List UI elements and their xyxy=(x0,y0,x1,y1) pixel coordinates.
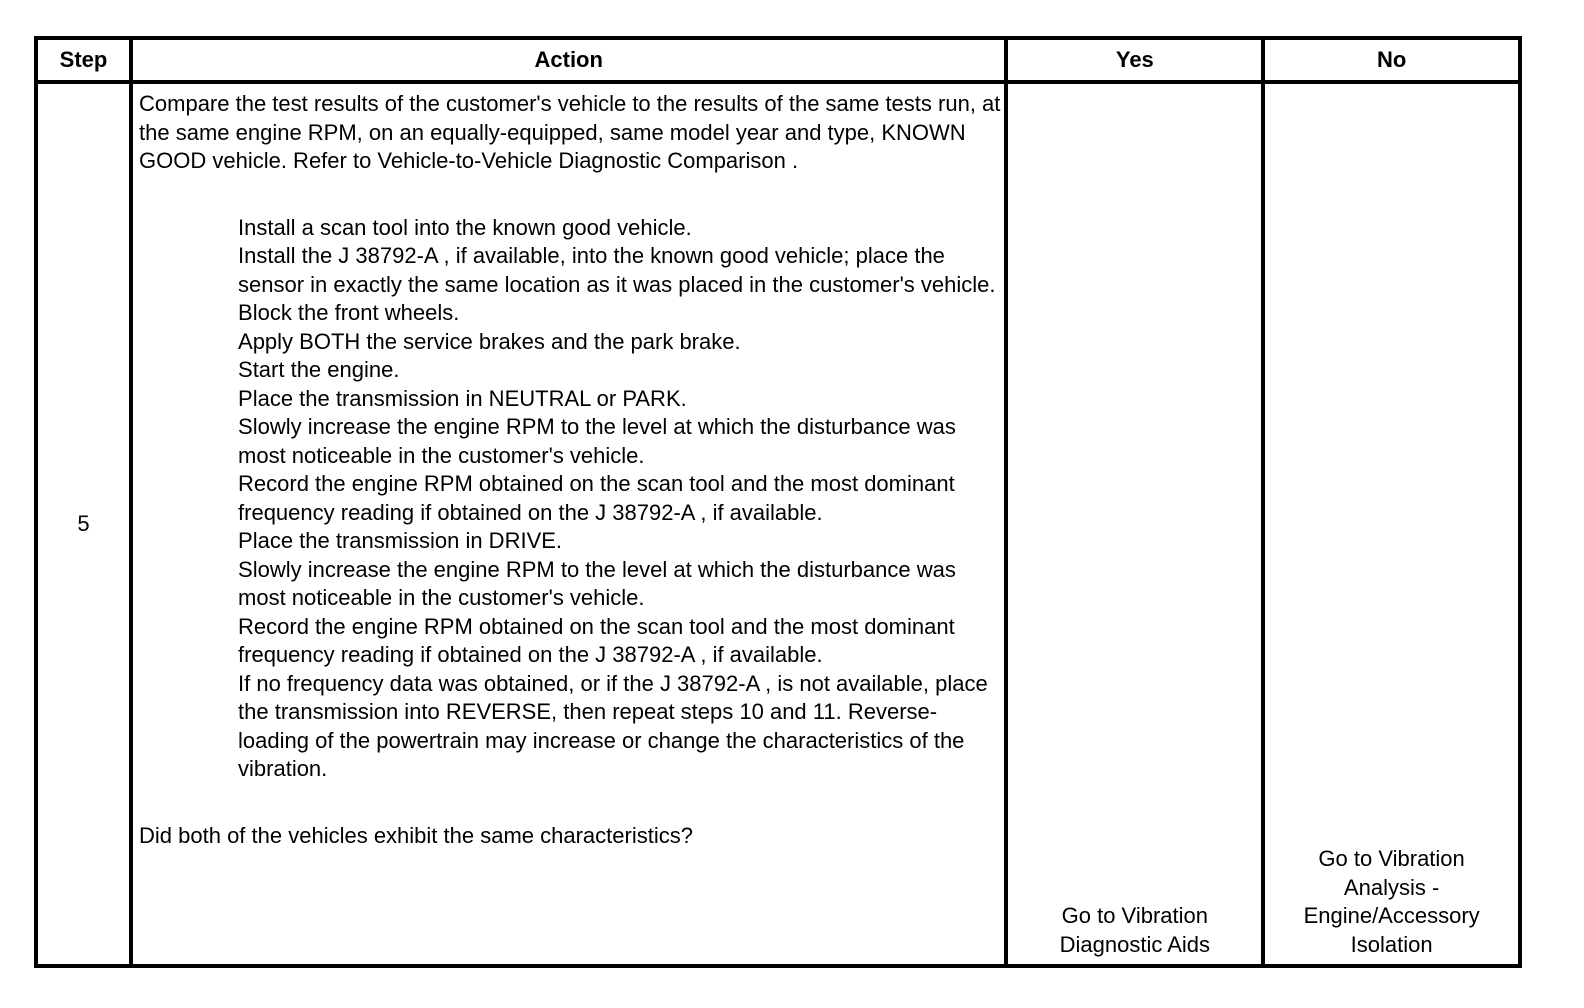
action-step: Record the engine RPM obtained on the scan tool and the most dominant frequency reading if obtained on the J 38792-A , if available. xyxy=(238,471,955,525)
action-step: Install the J 38792-A , if available, into the known good vehicle; place the sensor in exactly the same location as it was placed in the customer's vehicle. xyxy=(238,243,996,297)
action-step: Slowly increase the engine RPM to the level at which the disturbance was most noticeable in the customer's vehicle. xyxy=(238,414,956,468)
action-step: Record the engine RPM obtained on the scan tool and the most dominant frequency reading if obtained on the J 38792-A , if available. xyxy=(238,613,955,667)
header-action: Action xyxy=(131,38,1006,82)
table-row xyxy=(36,82,1520,966)
action-step: Place the transmission in DRIVE. xyxy=(238,528,563,553)
action-step: If no frequency data was obtained, or if the J 38792-A , is not available, place the transmission into REVERSE, then repeat steps 10 and 11. Reverse-loading of the powertrain may increase or change the characteristics of the vibration. xyxy=(238,670,988,781)
no-result-link[interactable]: Go to Vibration Analysis - Engine/Accessory Isolation xyxy=(1303,846,1480,957)
step-number: 5 xyxy=(36,82,131,966)
action-intro: Compare the test results of the customer's vehicle to the results of the same tests run, at the same engine RPM, on an equally-equipped, same model year and type, KNOWN GOOD vehicle. Refer to Vehicle-to-Vehicle Diagnostic Comparison . xyxy=(139,91,1001,173)
action-cell xyxy=(131,82,1006,966)
yes-cell xyxy=(1006,82,1263,966)
action-question: Did both of the vehicles exhibit the same characteristics? xyxy=(139,822,693,848)
header-row xyxy=(36,38,1520,82)
action-step: Start the engine. xyxy=(238,357,400,382)
header-yes: Yes xyxy=(1006,38,1263,82)
action-step: Slowly increase the engine RPM to the level at which the disturbance was most noticeable in the customer's vehicle. xyxy=(238,556,956,610)
action-step: Apply BOTH the service brakes and the park brake. xyxy=(238,328,741,354)
action-step: Block the front wheels. xyxy=(238,300,460,325)
action-step: Place the transmission in NEUTRAL or PARK. xyxy=(238,385,687,411)
diagnostic-table xyxy=(34,36,1522,968)
action-steps-list xyxy=(139,214,1000,784)
action-step: Install a scan tool into the known good vehicle. xyxy=(238,214,692,240)
header-step: Step xyxy=(36,38,131,82)
no-cell xyxy=(1263,82,1520,966)
header-no: No xyxy=(1263,38,1520,82)
yes-result-link[interactable]: Go to Vibration Diagnostic Aids xyxy=(1059,903,1211,957)
